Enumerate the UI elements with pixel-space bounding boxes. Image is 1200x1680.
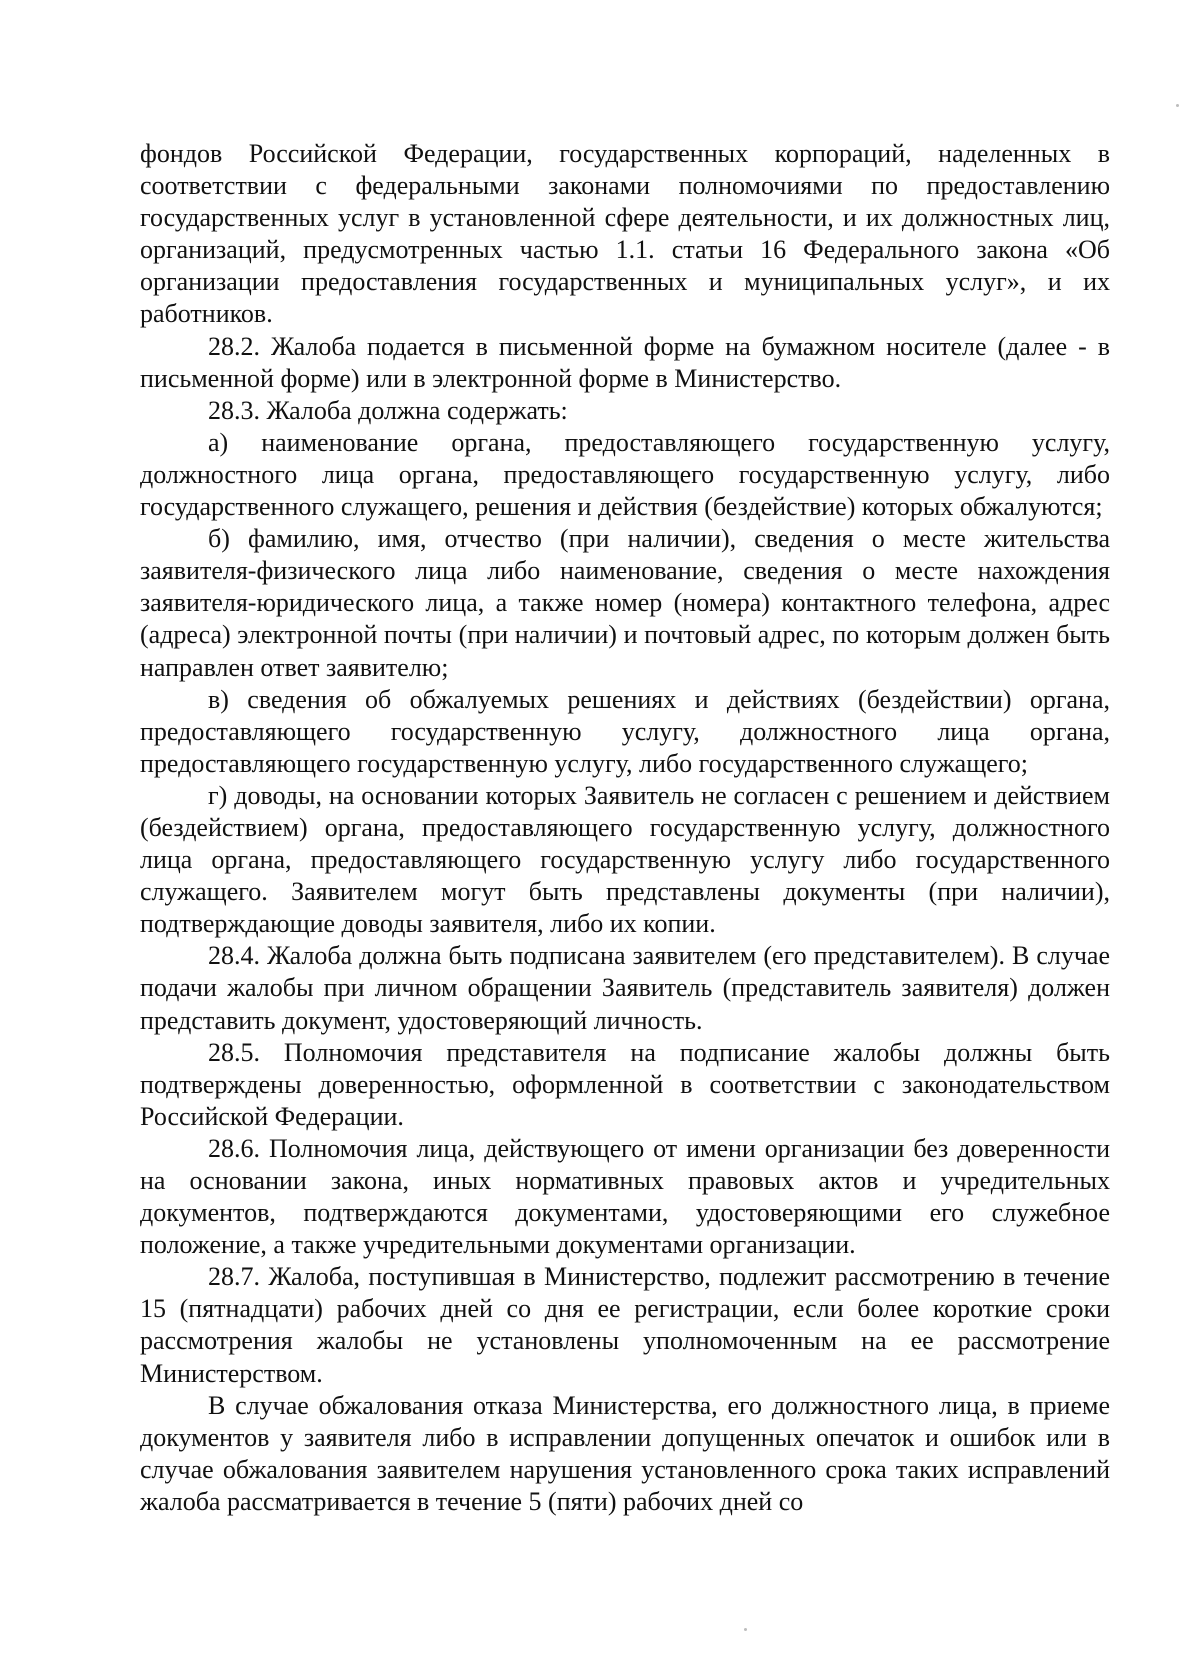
paragraph-28-7: 28.7. Жалоба, поступившая в Министерство, подлежит рассмотрению в течение 15 (пятнадцати) рабочих дней со дня ее регистрации, если более короткие сроки рассмотрения жалобы не установлены уполномоченным на ее рассмотрение Министерством. (140, 1262, 1110, 1388)
list-item-v: в) сведения об обжалуемых решениях и действиях (бездействии) органа, предоставляющего государственную услугу, должностного лица органа, предоставляющего государственную услугу, либо государственного служащего; (140, 684, 1110, 778)
scan-speck (1176, 104, 1179, 107)
list-item-a: а) наименование органа, предоставляющего государственную услугу, должностного лица органа, предоставляющего государственную услугу, либо государственного служащего, решения и действия (бездействие) которых обжалуются; (140, 427, 1110, 522)
document-body (140, 138, 1110, 1518)
scan-speck (744, 1628, 747, 1631)
paragraph-28-6: 28.6. Полномочия лица, действующего от имени организации без доверенности на основании закона, иных нормативных правовых актов и учредительных документов, подтверждаются документами, удостоверяющими его служебное положение, а также учредительными документами организации. (140, 1133, 1110, 1260)
paragraph-28-5: 28.5. Полномочия представителя на подписание жалобы должны быть подтверждены доверенностью, оформленной в соответствии с законодательством Российской Федерации. (140, 1037, 1110, 1131)
paragraph-continuation: фондов Российской Федерации, государственных корпораций, наделенных в соответствии с федеральными законами полномочиями по предоставлению государственных услуг в установленной сфере деятельности, и их должностных лиц, организаций, предусмотренных частью 1.1. статьи 16 Федерального закона «Об организации предоставления государственных и муниципальных услуг», и их работников. (140, 139, 1110, 329)
paragraph-28-3: 28.3. Жалоба должна содержать: (208, 395, 568, 425)
list-item-b: б) фамилию, имя, отчество (при наличии), сведения о месте жительства заявителя-физического лица либо наименование, сведения о месте нахождения заявителя-юридического лица, а также номер (номера) контактного телефона, адрес (адреса) электронной почты (при наличии) и почтовый адрес, по которым должен быть направлен ответ заявителю; (140, 524, 1110, 682)
list-item-g: г) доводы, на основании которых Заявитель не согласен с решением и действием (бездействием) органа, предоставляющего государственную услугу, должностного лица органа, предоставляющего государственную услугу либо государственного служащего. Заявителем могут быть представлены документы (при наличии), подтверждающие доводы заявителя, либо их копии. (140, 780, 1110, 939)
paragraph-28-2: 28.2. Жалоба подается в письменной форме на бумажном носителе (далее - в письменной форме) или в электронной форме в Министерство. (140, 331, 1110, 393)
paragraph-28-4: 28.4. Жалоба должна быть подписана заявителем (его представителем). В случае подачи жалобы при личном обращении Заявитель (представитель заявителя) должен представить документ, удостоверяющий личность. (140, 941, 1110, 1035)
paragraph-appeal-refusal: В случае обжалования отказа Министерства, его должностного лица, в приеме документов у заявителя либо в исправлении допущенных опечаток и ошибок или в случае обжалования заявителем нарушения установленного срока таких исправлений жалоба рассматривается в течение 5 (пяти) рабочих дней со (140, 1390, 1110, 1516)
